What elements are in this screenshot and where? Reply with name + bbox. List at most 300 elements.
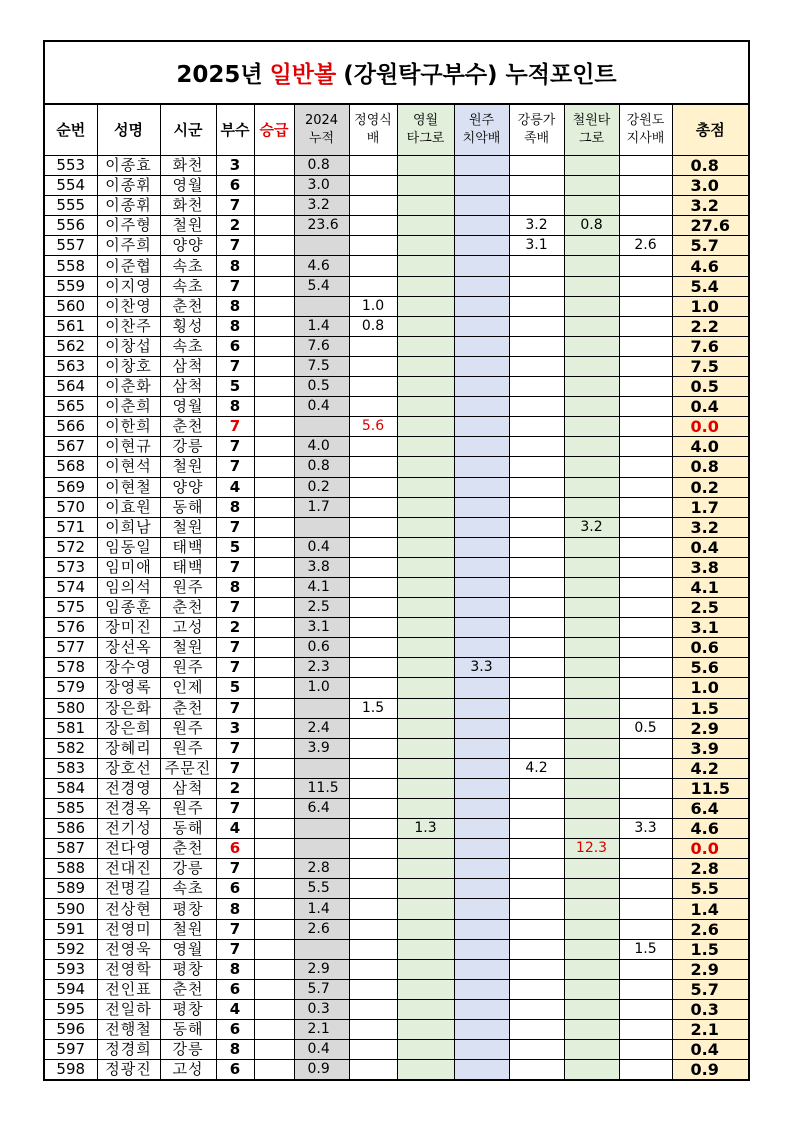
cell-cw bbox=[564, 196, 619, 216]
cell-yw bbox=[397, 879, 454, 899]
cell-level: 6 bbox=[216, 879, 254, 899]
cell-gn bbox=[509, 698, 564, 718]
cell-total: 0.8 bbox=[672, 457, 749, 477]
cell-region: 강릉 bbox=[160, 1040, 216, 1060]
cell-cw bbox=[564, 778, 619, 798]
cell-promotion bbox=[254, 256, 294, 276]
cell-region: 동해 bbox=[160, 819, 216, 839]
cell-gw bbox=[619, 1020, 672, 1040]
table-row bbox=[44, 999, 749, 1019]
cell-wj bbox=[454, 979, 509, 999]
cell-cw bbox=[564, 939, 619, 959]
cell-2024: 0.3 bbox=[294, 999, 349, 1019]
cell-2024 bbox=[294, 819, 349, 839]
cell-gn bbox=[509, 1060, 564, 1081]
table-row bbox=[44, 959, 749, 979]
cell-name: 이춘희 bbox=[97, 397, 160, 417]
cell-2024 bbox=[294, 939, 349, 959]
header-name: 성명 bbox=[97, 105, 160, 156]
cell-gn bbox=[509, 879, 564, 899]
cell-level: 8 bbox=[216, 959, 254, 979]
cell-seq: 558 bbox=[44, 256, 97, 276]
cell-yw bbox=[397, 979, 454, 999]
cell-gw bbox=[619, 577, 672, 597]
cell-promotion bbox=[254, 356, 294, 376]
cell-level: 7 bbox=[216, 598, 254, 618]
cell-yw bbox=[397, 899, 454, 919]
cell-seq: 590 bbox=[44, 899, 97, 919]
cell-wj bbox=[454, 999, 509, 1019]
cell-promotion bbox=[254, 537, 294, 557]
cell-level: 8 bbox=[216, 316, 254, 336]
cell-jy bbox=[349, 979, 397, 999]
cell-level: 4 bbox=[216, 999, 254, 1019]
cell-name: 장호선 bbox=[97, 758, 160, 778]
cell-name: 임종훈 bbox=[97, 598, 160, 618]
table-row bbox=[44, 377, 749, 397]
cell-wj bbox=[454, 216, 509, 236]
cell-total: 0.0 bbox=[672, 417, 749, 437]
cell-seq: 597 bbox=[44, 1040, 97, 1060]
cell-total: 1.5 bbox=[672, 939, 749, 959]
cell-yw bbox=[397, 296, 454, 316]
cell-gn bbox=[509, 276, 564, 296]
cell-total: 7.5 bbox=[672, 356, 749, 376]
cell-jy bbox=[349, 718, 397, 738]
cell-name: 이종휘 bbox=[97, 196, 160, 216]
cell-jy bbox=[349, 738, 397, 758]
cell-yw bbox=[397, 859, 454, 879]
cell-name: 장은희 bbox=[97, 718, 160, 738]
cell-total: 5.4 bbox=[672, 276, 749, 296]
cell-total: 0.4 bbox=[672, 397, 749, 417]
cell-wj bbox=[454, 176, 509, 196]
cell-name: 이희남 bbox=[97, 517, 160, 537]
cell-total: 2.5 bbox=[672, 598, 749, 618]
cell-level: 6 bbox=[216, 1060, 254, 1081]
cell-cw bbox=[564, 557, 619, 577]
cell-cw bbox=[564, 377, 619, 397]
cell-2024: 2.6 bbox=[294, 919, 349, 939]
cell-cw bbox=[564, 999, 619, 1019]
table-row bbox=[44, 698, 749, 718]
header-region: 시군 bbox=[160, 105, 216, 156]
cell-promotion bbox=[254, 919, 294, 939]
cell-region: 평창 bbox=[160, 999, 216, 1019]
cell-2024: 0.4 bbox=[294, 397, 349, 417]
cell-total: 1.0 bbox=[672, 296, 749, 316]
cell-seq: 574 bbox=[44, 577, 97, 597]
cell-2024 bbox=[294, 296, 349, 316]
cell-gw bbox=[619, 979, 672, 999]
cell-cw bbox=[564, 296, 619, 316]
cell-yw bbox=[397, 678, 454, 698]
cell-wj bbox=[454, 336, 509, 356]
cell-seq: 554 bbox=[44, 176, 97, 196]
cell-jy bbox=[349, 537, 397, 557]
header-gw-line2: 지사배 bbox=[626, 131, 665, 146]
header-total: 총점 bbox=[672, 105, 749, 156]
cell-jy bbox=[349, 397, 397, 417]
cell-total: 6.4 bbox=[672, 799, 749, 819]
cell-gn bbox=[509, 738, 564, 758]
cell-seq: 589 bbox=[44, 879, 97, 899]
cell-total: 2.9 bbox=[672, 959, 749, 979]
cell-2024: 0.8 bbox=[294, 457, 349, 477]
cell-2024: 4.1 bbox=[294, 577, 349, 597]
cell-seq: 571 bbox=[44, 517, 97, 537]
cell-name: 전인표 bbox=[97, 979, 160, 999]
cell-wj bbox=[454, 879, 509, 899]
cell-total: 3.8 bbox=[672, 557, 749, 577]
cell-gn bbox=[509, 256, 564, 276]
table-row bbox=[44, 799, 749, 819]
cell-promotion bbox=[254, 336, 294, 356]
cell-gn bbox=[509, 618, 564, 638]
cell-name: 전다영 bbox=[97, 839, 160, 859]
cell-seq: 559 bbox=[44, 276, 97, 296]
cell-cw: 3.2 bbox=[564, 517, 619, 537]
cell-cw bbox=[564, 1020, 619, 1040]
cell-cw bbox=[564, 1040, 619, 1060]
cell-yw bbox=[397, 598, 454, 618]
title-highlight: 일반볼 bbox=[269, 62, 337, 88]
cell-seq: 585 bbox=[44, 799, 97, 819]
cell-level: 8 bbox=[216, 397, 254, 417]
cell-seq: 557 bbox=[44, 236, 97, 256]
cell-promotion bbox=[254, 678, 294, 698]
cell-jy bbox=[349, 859, 397, 879]
cell-yw bbox=[397, 236, 454, 256]
cell-wj bbox=[454, 819, 509, 839]
cell-2024: 0.2 bbox=[294, 477, 349, 497]
header-cw-line1: 철원타 bbox=[572, 113, 611, 128]
cell-jy bbox=[349, 196, 397, 216]
cell-region: 동해 bbox=[160, 497, 216, 517]
table-row bbox=[44, 718, 749, 738]
cell-region: 춘천 bbox=[160, 698, 216, 718]
cell-gn bbox=[509, 598, 564, 618]
cell-total: 4.6 bbox=[672, 819, 749, 839]
cell-gw bbox=[619, 497, 672, 517]
cell-total: 3.1 bbox=[672, 618, 749, 638]
cell-region: 춘천 bbox=[160, 598, 216, 618]
cell-gw bbox=[619, 216, 672, 236]
cell-yw bbox=[397, 356, 454, 376]
cell-name: 정광진 bbox=[97, 1060, 160, 1081]
cell-gw bbox=[619, 397, 672, 417]
table-row bbox=[44, 557, 749, 577]
cell-wj bbox=[454, 959, 509, 979]
cell-yw bbox=[397, 397, 454, 417]
cell-name: 정경희 bbox=[97, 1040, 160, 1060]
cell-name: 장은화 bbox=[97, 698, 160, 718]
cell-seq: 561 bbox=[44, 316, 97, 336]
cell-jy bbox=[349, 216, 397, 236]
cell-gn bbox=[509, 919, 564, 939]
cell-seq: 562 bbox=[44, 336, 97, 356]
header-gw-line1: 강원도 bbox=[626, 113, 665, 128]
cell-2024: 0.4 bbox=[294, 537, 349, 557]
cell-total: 0.4 bbox=[672, 537, 749, 557]
cell-total: 4.2 bbox=[672, 758, 749, 778]
cell-yw bbox=[397, 276, 454, 296]
cell-jy: 1.5 bbox=[349, 698, 397, 718]
cell-name: 임의석 bbox=[97, 577, 160, 597]
cell-name: 전상현 bbox=[97, 899, 160, 919]
cell-total: 5.7 bbox=[672, 979, 749, 999]
cell-gn bbox=[509, 417, 564, 437]
cell-total: 4.1 bbox=[672, 577, 749, 597]
cell-yw bbox=[397, 718, 454, 738]
cell-gw bbox=[619, 638, 672, 658]
cell-gn bbox=[509, 477, 564, 497]
cell-cw bbox=[564, 457, 619, 477]
cell-jy bbox=[349, 457, 397, 477]
cell-yw bbox=[397, 377, 454, 397]
cell-region: 평창 bbox=[160, 899, 216, 919]
cell-yw bbox=[397, 658, 454, 678]
cell-region: 인제 bbox=[160, 678, 216, 698]
cell-gn bbox=[509, 156, 564, 176]
cell-jy bbox=[349, 999, 397, 1019]
cell-region: 속초 bbox=[160, 336, 216, 356]
cell-total: 4.6 bbox=[672, 256, 749, 276]
cell-seq: 566 bbox=[44, 417, 97, 437]
cell-gn bbox=[509, 316, 564, 336]
cell-seq: 570 bbox=[44, 497, 97, 517]
cell-jy bbox=[349, 758, 397, 778]
cell-2024: 5.4 bbox=[294, 276, 349, 296]
cell-level: 8 bbox=[216, 577, 254, 597]
header-yw-line1: 영월 bbox=[412, 113, 439, 128]
cell-region: 춘천 bbox=[160, 979, 216, 999]
cell-gn bbox=[509, 1040, 564, 1060]
cell-gn bbox=[509, 1020, 564, 1040]
cell-level: 7 bbox=[216, 658, 254, 678]
cell-jy bbox=[349, 819, 397, 839]
table-row bbox=[44, 156, 749, 176]
cell-yw bbox=[397, 156, 454, 176]
cell-promotion bbox=[254, 397, 294, 417]
cell-seq: 573 bbox=[44, 557, 97, 577]
header-seq: 순번 bbox=[44, 105, 97, 156]
cell-jy bbox=[349, 557, 397, 577]
cell-2024 bbox=[294, 517, 349, 537]
cell-gn bbox=[509, 859, 564, 879]
cell-2024 bbox=[294, 417, 349, 437]
cell-total: 3.2 bbox=[672, 517, 749, 537]
cell-yw bbox=[397, 919, 454, 939]
cell-wj bbox=[454, 397, 509, 417]
cell-yw bbox=[397, 336, 454, 356]
cell-seq: 588 bbox=[44, 859, 97, 879]
cell-gn bbox=[509, 839, 564, 859]
cell-2024: 3.8 bbox=[294, 557, 349, 577]
cell-region: 평창 bbox=[160, 959, 216, 979]
cell-level: 7 bbox=[216, 517, 254, 537]
cell-region: 철원 bbox=[160, 457, 216, 477]
cell-jy bbox=[349, 839, 397, 859]
cell-promotion bbox=[254, 176, 294, 196]
cell-level: 6 bbox=[216, 979, 254, 999]
cell-wj bbox=[454, 859, 509, 879]
cell-promotion bbox=[254, 738, 294, 758]
cell-gw bbox=[619, 156, 672, 176]
cell-level: 7 bbox=[216, 799, 254, 819]
cell-gw: 0.5 bbox=[619, 718, 672, 738]
header-wj-line2: 치악배 bbox=[462, 131, 501, 146]
cell-seq: 593 bbox=[44, 959, 97, 979]
cell-cw bbox=[564, 618, 619, 638]
cell-gw bbox=[619, 417, 672, 437]
cell-level: 7 bbox=[216, 738, 254, 758]
cell-jy bbox=[349, 658, 397, 678]
cell-jy bbox=[349, 477, 397, 497]
cell-jy bbox=[349, 377, 397, 397]
cell-wj bbox=[454, 638, 509, 658]
cell-yw bbox=[397, 618, 454, 638]
cell-yw bbox=[397, 738, 454, 758]
cell-level: 6 bbox=[216, 176, 254, 196]
cell-promotion bbox=[254, 658, 294, 678]
cell-name: 이준협 bbox=[97, 256, 160, 276]
cell-cw bbox=[564, 256, 619, 276]
cell-jy bbox=[349, 778, 397, 798]
cell-gn bbox=[509, 678, 564, 698]
cell-gw bbox=[619, 1060, 672, 1081]
cell-jy bbox=[349, 517, 397, 537]
cell-yw bbox=[397, 638, 454, 658]
table-row bbox=[44, 497, 749, 517]
cell-seq: 564 bbox=[44, 377, 97, 397]
cell-cw bbox=[564, 678, 619, 698]
cell-gw bbox=[619, 276, 672, 296]
cell-seq: 575 bbox=[44, 598, 97, 618]
cell-promotion bbox=[254, 839, 294, 859]
cell-wj bbox=[454, 296, 509, 316]
cell-wj bbox=[454, 557, 509, 577]
cell-seq: 565 bbox=[44, 397, 97, 417]
cell-name: 임미애 bbox=[97, 557, 160, 577]
cell-wj bbox=[454, 276, 509, 296]
cell-yw bbox=[397, 758, 454, 778]
cell-2024 bbox=[294, 236, 349, 256]
cell-gw bbox=[619, 256, 672, 276]
cell-name: 이현철 bbox=[97, 477, 160, 497]
cell-cw bbox=[564, 979, 619, 999]
cell-level: 8 bbox=[216, 296, 254, 316]
cell-cw bbox=[564, 397, 619, 417]
cell-cw bbox=[564, 577, 619, 597]
cell-gn bbox=[509, 336, 564, 356]
cell-promotion bbox=[254, 939, 294, 959]
cell-2024: 1.4 bbox=[294, 316, 349, 336]
cell-level: 6 bbox=[216, 336, 254, 356]
cell-name: 전영미 bbox=[97, 919, 160, 939]
cell-yw bbox=[397, 457, 454, 477]
table-row bbox=[44, 437, 749, 457]
cell-region: 횡성 bbox=[160, 316, 216, 336]
header-level: 부수 bbox=[216, 105, 254, 156]
cell-region: 춘천 bbox=[160, 296, 216, 316]
cell-total: 1.4 bbox=[672, 899, 749, 919]
cell-wj bbox=[454, 497, 509, 517]
cell-promotion bbox=[254, 156, 294, 176]
cell-name: 이주희 bbox=[97, 236, 160, 256]
header-wj-line1: 원주 bbox=[468, 113, 495, 128]
cell-seq: 586 bbox=[44, 819, 97, 839]
cell-2024: 0.4 bbox=[294, 1040, 349, 1060]
cell-region: 삼척 bbox=[160, 377, 216, 397]
cell-promotion bbox=[254, 377, 294, 397]
cell-wj bbox=[454, 457, 509, 477]
cell-promotion bbox=[254, 497, 294, 517]
cell-cw bbox=[564, 176, 619, 196]
cell-cw bbox=[564, 738, 619, 758]
cell-gw bbox=[619, 698, 672, 718]
cell-total: 4.0 bbox=[672, 437, 749, 457]
cell-name: 이주형 bbox=[97, 216, 160, 236]
cell-wj bbox=[454, 718, 509, 738]
cell-total: 1.7 bbox=[672, 497, 749, 517]
cell-jy bbox=[349, 236, 397, 256]
cell-promotion bbox=[254, 618, 294, 638]
title-year: 2025년 bbox=[176, 62, 263, 88]
cell-total: 3.0 bbox=[672, 176, 749, 196]
cell-cw bbox=[564, 899, 619, 919]
cell-region: 화천 bbox=[160, 156, 216, 176]
cell-2024: 3.2 bbox=[294, 196, 349, 216]
cell-gw bbox=[619, 799, 672, 819]
cell-yw: 1.3 bbox=[397, 819, 454, 839]
cell-promotion bbox=[254, 638, 294, 658]
cell-wj bbox=[454, 236, 509, 256]
cell-wj bbox=[454, 417, 509, 437]
cell-jy bbox=[349, 1040, 397, 1060]
cell-region: 양양 bbox=[160, 477, 216, 497]
table-row bbox=[44, 356, 749, 376]
cell-promotion bbox=[254, 899, 294, 919]
cell-region: 철원 bbox=[160, 638, 216, 658]
cell-total: 2.6 bbox=[672, 919, 749, 939]
cell-yw bbox=[397, 839, 454, 859]
cell-cw bbox=[564, 718, 619, 738]
cell-2024: 6.4 bbox=[294, 799, 349, 819]
cell-yw bbox=[397, 1020, 454, 1040]
cell-promotion bbox=[254, 999, 294, 1019]
cell-yw bbox=[397, 999, 454, 1019]
table-body bbox=[44, 156, 749, 1081]
cell-name: 이현석 bbox=[97, 457, 160, 477]
cell-gn: 3.2 bbox=[509, 216, 564, 236]
cell-jy bbox=[349, 497, 397, 517]
cell-2024 bbox=[294, 758, 349, 778]
cell-wj bbox=[454, 1040, 509, 1060]
table-row bbox=[44, 939, 749, 959]
table-row bbox=[44, 758, 749, 778]
cell-2024: 0.6 bbox=[294, 638, 349, 658]
cell-promotion bbox=[254, 879, 294, 899]
header-gn-line2: 족배 bbox=[523, 131, 550, 146]
cell-gw: 2.6 bbox=[619, 236, 672, 256]
cell-promotion bbox=[254, 196, 294, 216]
table-row bbox=[44, 216, 749, 236]
cell-region: 고성 bbox=[160, 618, 216, 638]
cell-cw bbox=[564, 437, 619, 457]
cell-wj bbox=[454, 356, 509, 376]
cell-cw: 0.8 bbox=[564, 216, 619, 236]
